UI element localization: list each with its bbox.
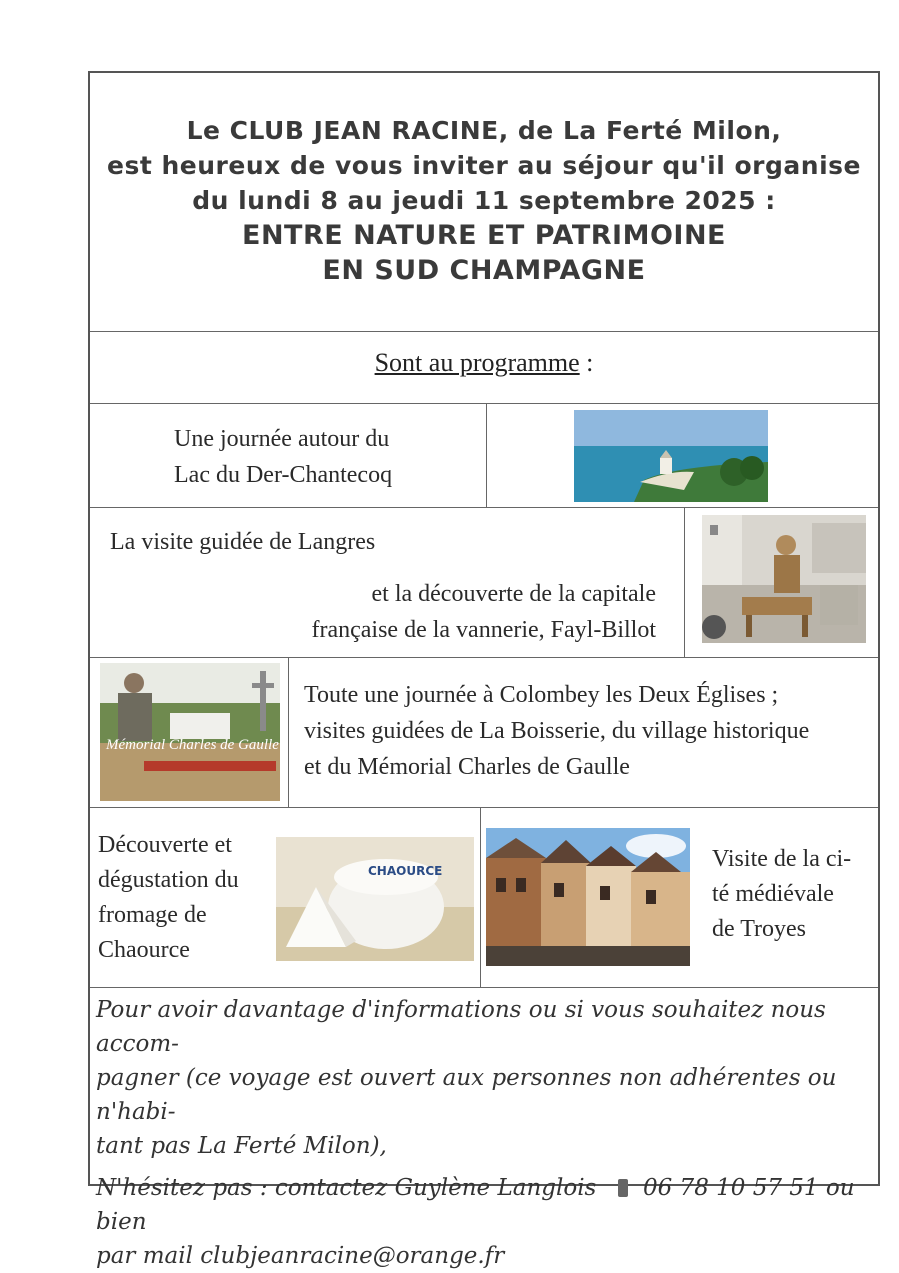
chaource-text: [98, 828, 239, 968]
chaource-line-4: Chaource: [98, 937, 190, 963]
langres-line-1: La visite guidée de Langres: [110, 529, 376, 555]
troyes-photo: [486, 828, 690, 966]
lac-text: [174, 421, 392, 493]
programme-colon: :: [586, 348, 594, 377]
divider: [90, 657, 878, 658]
divider: [90, 507, 878, 508]
colombey-line-2: visites guidées de La Boisserie, du village historique: [304, 718, 810, 744]
divider: [684, 507, 685, 657]
header-line-5: EN SUD CHAMPAGNE: [322, 255, 646, 286]
programme-heading: [90, 348, 878, 378]
colombey-line-3: et du Mémorial Charles de Gaulle: [304, 754, 630, 780]
mail-prefix: par mail: [96, 1243, 193, 1269]
chaource-cheese-photo: [276, 837, 474, 961]
header-line-3: du lundi 8 au jeudi 11 septembre 2025 :: [192, 186, 776, 215]
memorial-photo: [100, 663, 280, 801]
footer-line-1: Pour avoir davantage d'informations ou si vous souhaitez nous accom-: [96, 997, 826, 1057]
colombey-line-1: Toute une journée à Colombey les Deux Églises ;: [304, 682, 779, 708]
programme-label: Sont au programme: [374, 348, 580, 377]
header-line-1: Le CLUB JEAN RACINE, de La Ferté Milon,: [186, 116, 782, 145]
troyes-line-3: de Troyes: [712, 916, 807, 942]
troyes-line-2: té médiévale: [712, 881, 834, 907]
divider: [288, 657, 289, 807]
chaource-line-1: Découverte et: [98, 832, 232, 858]
lac-line-2: Lac du Der-Chantecoq: [174, 462, 393, 488]
chaource-line-2: dégustation du: [98, 867, 239, 893]
langres-lines: [311, 576, 656, 648]
troyes-text: [712, 842, 851, 947]
footer-line-3: tant pas La Ferté Milon),: [96, 1133, 387, 1159]
divider: [90, 807, 878, 808]
vannerie-photo: [702, 515, 866, 643]
email-link[interactable]: clubjeanracine@orange.fr: [200, 1243, 505, 1269]
contact-prefix: N'hésitez pas : contactez Guylène Langlois: [96, 1175, 597, 1201]
flyer-frame: [88, 71, 880, 1269]
langres-line-2: et la découverte de la capitale: [371, 581, 656, 607]
header: [90, 73, 878, 331]
divider: [486, 403, 487, 507]
header-line-2: est heureux de vous inviter au séjour qu'il organise: [107, 151, 861, 180]
header-line-4: ENTRE NATURE ET PATRIMOINE: [242, 220, 726, 251]
divider: [480, 807, 481, 987]
troyes-line-1: Visite de la ci-: [712, 846, 852, 872]
lac-photo: [574, 410, 768, 502]
phone-number[interactable]: 06 78 10 57 51: [642, 1175, 819, 1201]
chaource-line-3: fromage de: [98, 902, 207, 928]
phone-icon: [618, 1179, 628, 1197]
divider: [90, 331, 878, 332]
langres-line-3: française de la vannerie, Fayl-Billot: [311, 617, 656, 643]
colombey-text: [304, 677, 809, 785]
memorial-sign: Mémorial Charles de Gaulle: [106, 737, 279, 753]
contact-suffix: ou bien: [96, 1175, 855, 1235]
lac-line-1: Une journée autour du: [174, 426, 390, 452]
cheese-label: CHAOURCE: [368, 864, 443, 878]
footer-line-2: pagner (ce voyage est ouvert aux personnes non adhérentes ou n'habi-: [96, 1065, 837, 1125]
divider: [90, 403, 878, 404]
contact-line: [96, 1171, 872, 1239]
divider: [90, 987, 878, 988]
contact-info: [96, 993, 872, 1273]
mail-line: [96, 1239, 872, 1273]
